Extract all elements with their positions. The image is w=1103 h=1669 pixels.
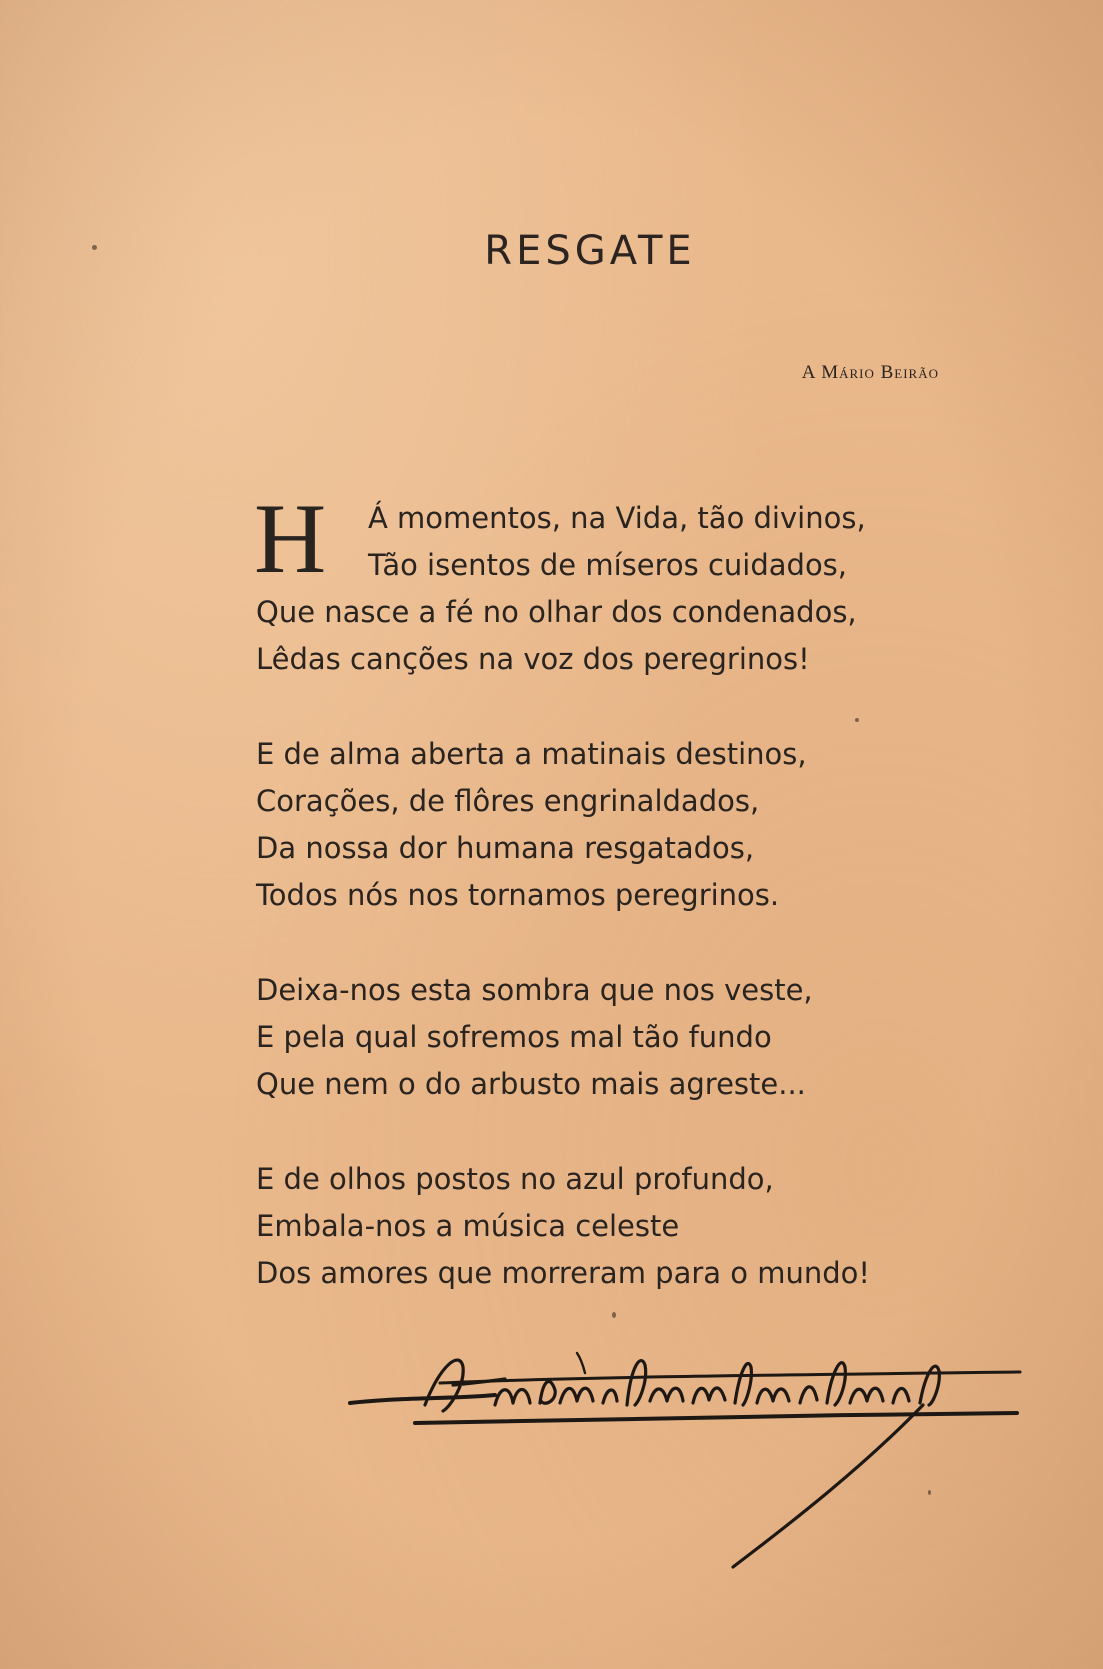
stanza-3 (256, 967, 956, 1108)
poem-line: Embala-nos a música celeste (256, 1209, 680, 1243)
paper-speck (928, 1490, 931, 1495)
poem-title: RESGATE (484, 228, 696, 274)
stanza-4 (256, 1156, 956, 1297)
poem-line: Deixa-nos esta sombra que nos veste, (256, 973, 813, 1007)
poem-line: E de olhos postos no azul profundo, (256, 1162, 774, 1196)
paper-speck (855, 718, 859, 722)
poem-line: Á momentos, na Vida, tão divinos, (368, 501, 866, 535)
poem-line: Lêdas canções na voz dos peregrinos! (256, 642, 810, 676)
poem-line: Todos nós nos tornamos peregrinos. (256, 878, 780, 912)
poem-line: Tão isentos de míseros cuidados, (368, 548, 848, 582)
poem-line: Que nem o do arbusto mais agreste... (256, 1067, 806, 1101)
poem-line: E pela qual sofremos mal tão fundo (256, 1020, 772, 1054)
poem-line: Que nasce a fé no olhar dos condenados, (256, 595, 857, 629)
paper-speck (92, 245, 97, 250)
paper-speck (612, 1312, 616, 1318)
poem-line: Dos amores que morreram para o mundo! (256, 1256, 870, 1290)
drop-cap-letter: H (254, 483, 327, 594)
poem-body (254, 483, 956, 1345)
dedication: A Mário Beirão (801, 362, 939, 383)
poem-line: E de alma aberta a matinais destinos, (256, 737, 807, 771)
stanza-1 (254, 483, 956, 683)
drop-cap-block (254, 483, 956, 594)
poem-line: Da nossa dor humana resgatados, (256, 831, 755, 865)
stanza-2 (256, 731, 956, 919)
poem-line: Corações, de flôres engrinaldados, (256, 784, 760, 818)
handwritten-signature (345, 1345, 1025, 1585)
